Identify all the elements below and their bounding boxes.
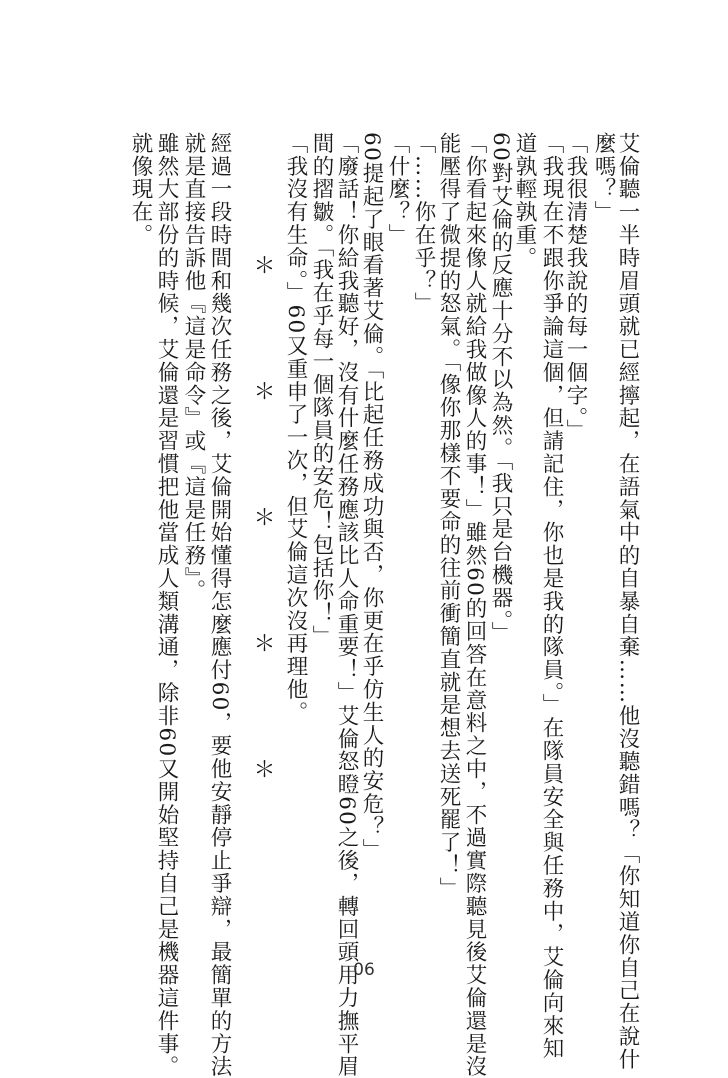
text-column: 「我沒有生命。」60又重申了一次，但艾倫這次沒再理他。 bbox=[283, 132, 308, 724]
text-column: 就像現在。 bbox=[128, 132, 153, 247]
text-column: 「廢話！你給我聽好，沒有什麼任務應該比人命重要！」艾倫怒瞪60之後，轉回頭用力撫平眉 bbox=[334, 132, 359, 1078]
text-column: 就是直接告訴他『這是命令』或『這是任務』。 bbox=[181, 132, 206, 603]
text-column: 60提起了眼看著艾倫。「比起任務成功與否，你更在乎仿生人的安危？」 bbox=[359, 132, 384, 862]
text-column: 經過一段時間和幾次任務之後，艾倫開始懂得怎麼應付60，要他安靜停止爭辯，最簡單的方法 bbox=[207, 132, 232, 1078]
text-column: 「你看起來像人就給我做像人的事！」雖然60的回答在意料之中，不過實際聽見後艾倫還是沒 bbox=[462, 132, 487, 1078]
section-separator: ＊＊＊＊＊ bbox=[250, 254, 275, 884]
text-column: 間的摺皺。「我在乎每一個隊員的安危！包括你！」 bbox=[309, 132, 334, 648]
text-column: 麼嗎？」 bbox=[591, 132, 616, 224]
text-column: 能壓得了微提的怒氣。「像你那樣不要命的往前衝簡直就是想去送死罷了！」 bbox=[436, 132, 461, 900]
text-column: 「什麼？」 bbox=[385, 132, 410, 247]
text-column: 雖然大部份的時候，艾倫還是習慣把他當成人類溝通，除非60又開始堅持自己是機器這件事。 bbox=[154, 132, 179, 1078]
page-number: 06 bbox=[353, 960, 375, 980]
text-column: 「……你在乎？」 bbox=[411, 132, 436, 316]
text-column: 道孰輕孰重。 bbox=[512, 132, 537, 270]
text-column: 艾倫聽一半時眉頭就已經擰起，在語氣中的自暴自棄……他沒聽錯嗎？「你知道你自己在說什 bbox=[615, 132, 640, 1071]
text-column: 「我現在不跟你爭論這個，但請記住，你也是我的隊員。」在隊員安全與任務中，艾倫向來知 bbox=[539, 132, 564, 1061]
text-column: 「我很清楚我說的每一個字。」 bbox=[563, 132, 588, 442]
text-column: 60對艾倫的反應十分不以為然。「我只是台機器。」 bbox=[488, 132, 513, 645]
